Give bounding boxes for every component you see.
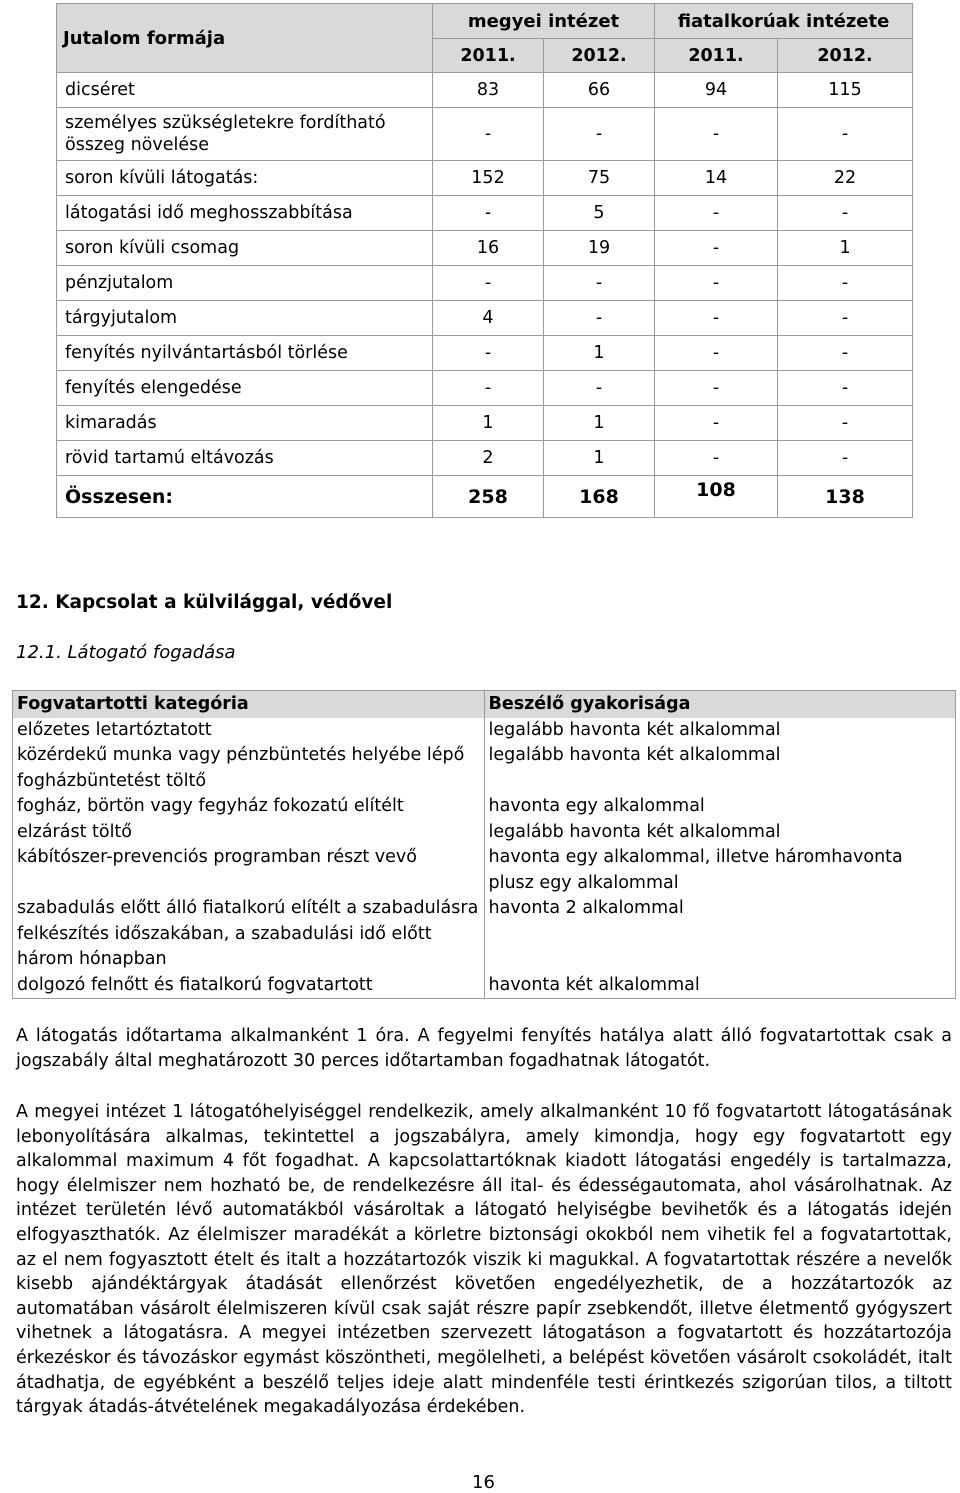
table-row	[57, 441, 913, 476]
value-cell: 4	[433, 301, 544, 336]
year-header: 2011.	[655, 39, 778, 73]
year-header: 2012.	[778, 39, 913, 73]
category-cell: dolgozó felnőtt és fiatalkorú fogvatartott	[13, 973, 485, 999]
reward-type-cell: tárgyjutalom	[57, 301, 433, 336]
value-cell: -	[433, 108, 544, 161]
table-row	[57, 336, 913, 371]
value-cell: 1	[544, 406, 655, 441]
value-cell: -	[544, 108, 655, 161]
total-value-cell: 258	[433, 476, 544, 518]
value-cell: -	[433, 196, 544, 231]
juvenile-institute-header: fiatalkorúak intézete	[655, 4, 913, 39]
value-cell: -	[655, 406, 778, 441]
category-cell: elzárást töltő	[13, 820, 485, 846]
year-header: 2011.	[433, 39, 544, 73]
value-cell: 66	[544, 73, 655, 108]
value-cell: -	[655, 231, 778, 266]
section-title: 12. Kapcsolat a külvilággal, védővel	[16, 592, 393, 613]
table-row	[57, 231, 913, 266]
table-row	[57, 161, 913, 196]
paragraph-visit-room: A megyei intézet 1 látogatóhelyiséggel rendelkezik, amely alkalmanként 10 fő fogvatartott látogatásának lebonyolítására alkalmas, tekintettel a jogszabályra, amely kimondja, hogy egy fogvatartott egy alkalommal maximum 4 főt fogadhat. A kapcsolattartóknak kiadott látogatási engedély is tartalmazza, hogy élelmiszer nem hozható be, de rendelkezésre áll ital- és édességautomata, ahol vásárolhatnak. Az intézet területén lévő automatákból vásároltak a látogató helyiségbe bevihetők és a látogatás idején elfogyaszthatók. Az élelmiszer maradékát a körletre biztonsági okokból nem vihetik fel a fogvatartottak, az el nem fogyasztott ételt és italt a hozzátartozók viszik ki magukkal. A fogvatartottak részére a nevelők kisebb ajándéktárgyak átadását ellenőrzést követően engedélyezhetik, de a hozzátartozók az automatában vásárolt élelmiszeren kívül csak saját részre papír zsebkendőt, illetve életmentő gyógyszert vihetnek a látogatásra. A megyei intézetben szervezett látogatáson a fogvatartott és hozzátartozója érkezéskor és távozáskor egymást köszöntheti, megölelheti, a belépést követően vásárolt csokoládét, italt átadhatja, de egyébként a beszélő teljes ideje alatt mindenféle testi érintkezés szigorúan tilos, a tiltott tárgyak átadás-átvételének megakadályozása érdekében.	[16, 1102, 952, 1418]
table-row	[57, 108, 913, 161]
value-cell: -	[433, 266, 544, 301]
value-cell: 22	[778, 161, 913, 196]
table-row	[57, 73, 913, 108]
year-header: 2012.	[544, 39, 655, 73]
frequency-cell: legalább havonta két alkalommal	[484, 743, 956, 794]
subsection-title: 12.1. Látogató fogadása	[16, 642, 236, 663]
value-cell: 1	[433, 406, 544, 441]
value-cell: -	[544, 301, 655, 336]
reward-type-cell: fenyítés elengedése	[57, 371, 433, 406]
value-cell: -	[655, 108, 778, 161]
table-row	[13, 794, 956, 820]
value-cell: 115	[778, 73, 913, 108]
value-cell: -	[544, 266, 655, 301]
value-cell: -	[544, 371, 655, 406]
table-row	[57, 266, 913, 301]
value-cell: -	[778, 336, 913, 371]
value-cell: -	[778, 301, 913, 336]
frequency-cell: legalább havonta két alkalommal	[484, 820, 956, 846]
reward-type-cell: látogatási idő meghosszabbítása	[57, 196, 433, 231]
reward-table	[56, 3, 913, 518]
value-cell: -	[655, 266, 778, 301]
reward-type-cell: soron kívüli látogatás:	[57, 161, 433, 196]
frequency-cell: havonta egy alkalommal	[484, 794, 956, 820]
value-cell: -	[655, 301, 778, 336]
table-row	[57, 371, 913, 406]
visit-frequency-table	[12, 690, 956, 999]
total-value-cell: 108	[655, 476, 778, 518]
total-value-cell: 138	[778, 476, 913, 518]
value-cell: -	[778, 406, 913, 441]
value-cell: 16	[433, 231, 544, 266]
table-row	[13, 718, 956, 744]
reward-type-cell: dicséret	[57, 73, 433, 108]
value-cell: -	[655, 371, 778, 406]
category-cell: közérdekű munka vagy pénzbüntetés helyébe lépő fogházbüntetést töltő	[13, 743, 485, 794]
value-cell: -	[433, 371, 544, 406]
category-header: Fogvatartotti kategória	[13, 691, 485, 718]
value-cell: -	[655, 196, 778, 231]
value-cell: -	[655, 441, 778, 476]
reward-type-cell: rövid tartamú eltávozás	[57, 441, 433, 476]
reward-type-cell: soron kívüli csomag	[57, 231, 433, 266]
category-cell: előzetes letartóztatott	[13, 718, 485, 744]
total-row	[57, 476, 913, 518]
table-row	[57, 406, 913, 441]
frequency-cell: havonta egy alkalommal, illetve háromhavonta plusz egy alkalommal	[484, 845, 956, 896]
reward-type-cell: pénzjutalom	[57, 266, 433, 301]
value-cell: 19	[544, 231, 655, 266]
frequency-cell: havonta két alkalommal	[484, 973, 956, 999]
value-cell: -	[778, 196, 913, 231]
value-cell: -	[655, 336, 778, 371]
value-cell: 1	[544, 441, 655, 476]
value-cell: -	[778, 371, 913, 406]
category-cell: fogház, börtön vagy fegyház fokozatú elítélt	[13, 794, 485, 820]
value-cell: -	[433, 336, 544, 371]
table-row	[13, 973, 956, 999]
value-cell: 75	[544, 161, 655, 196]
table-row	[57, 196, 913, 231]
reward-type-cell: fenyítés nyilvántartásból törlése	[57, 336, 433, 371]
paragraph-visit-duration: A látogatás időtartama alkalmanként 1 óra. A fegyelmi fenyítés hatálya alatt álló fogvatartottak csak a jogszabály által meghatározott 30 perces időtartamban fogadhatnak látogatót.	[16, 1026, 952, 1071]
category-cell: kábítószer-prevenciós programban részt vevő	[13, 845, 485, 896]
page-number: 16	[472, 1472, 495, 1493]
table-row	[13, 743, 956, 794]
value-cell: 83	[433, 73, 544, 108]
table-row	[13, 896, 956, 973]
visit-table-body	[13, 718, 956, 999]
reward-type-cell: személyes szükségletekre fordítható összeg növelése	[57, 108, 433, 161]
reward-type-cell: kimaradás	[57, 406, 433, 441]
value-cell: -	[778, 441, 913, 476]
total-value-cell: 168	[544, 476, 655, 518]
frequency-cell: legalább havonta két alkalommal	[484, 718, 956, 744]
value-cell: 1	[544, 336, 655, 371]
value-cell: 2	[433, 441, 544, 476]
table-row	[57, 301, 913, 336]
value-cell: 14	[655, 161, 778, 196]
category-cell: szabadulás előtt álló fiatalkorú elítélt a szabadulásra felkészítés időszakában, a szabadulási idő előtt három hónapban	[13, 896, 485, 973]
table-row	[13, 845, 956, 896]
reward-type-header: Jutalom formája	[57, 4, 433, 73]
frequency-cell: havonta 2 alkalommal	[484, 896, 956, 973]
value-cell: 94	[655, 73, 778, 108]
value-cell: -	[778, 266, 913, 301]
total-label: Összesen:	[57, 476, 433, 518]
reward-table-body	[57, 73, 913, 518]
value-cell: 5	[544, 196, 655, 231]
value-cell: 1	[778, 231, 913, 266]
value-cell: -	[778, 108, 913, 161]
value-cell: 152	[433, 161, 544, 196]
table-row	[13, 820, 956, 846]
county-institute-header: megyei intézet	[433, 4, 655, 39]
frequency-header: Beszélő gyakorisága	[484, 691, 956, 718]
